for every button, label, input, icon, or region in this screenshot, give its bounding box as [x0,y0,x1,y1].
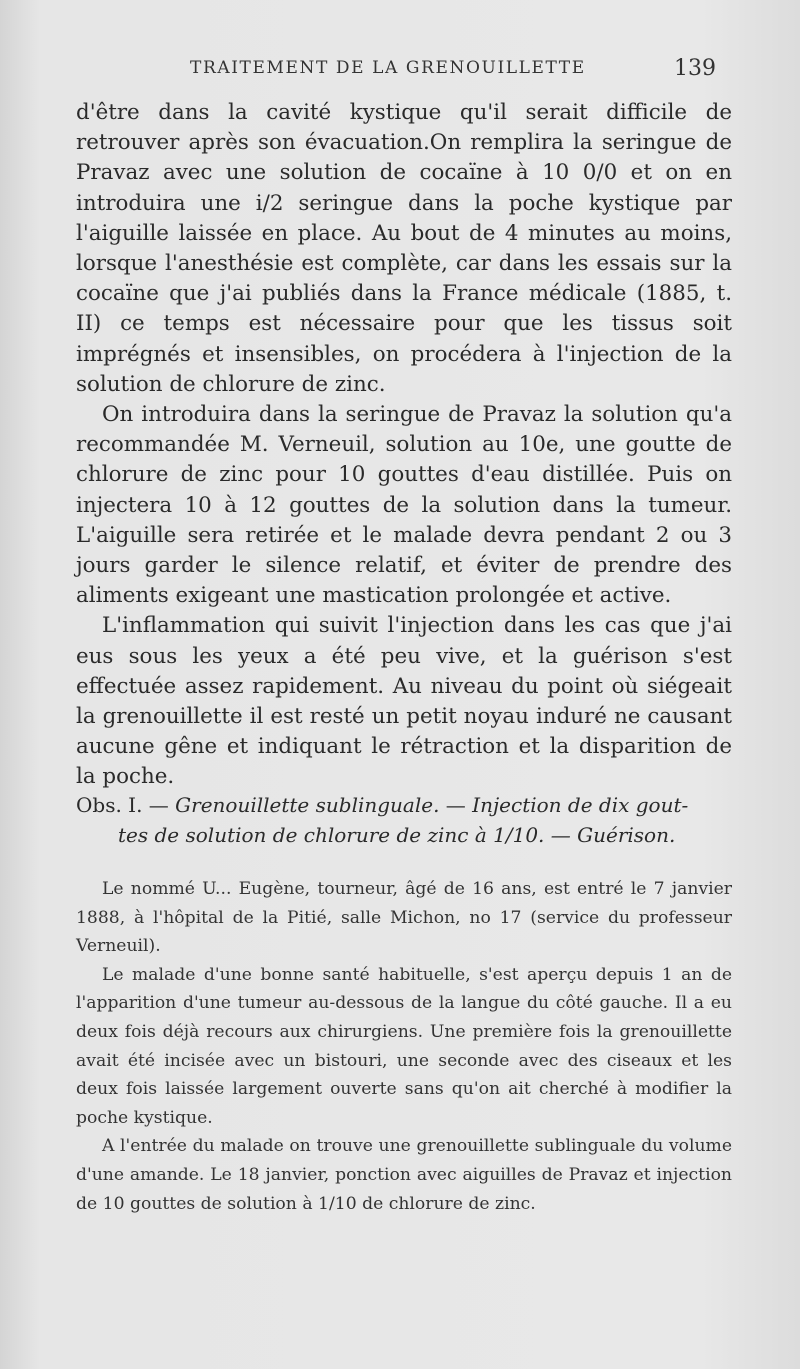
case-paragraph-3: A l'entrée du malade on trouve une grenouillette sublinguale du volume d'une amande. Le 18 janvier, ponction avec aiguilles de Pravaz et injection de 10 gouttes de solution à 1/10 de chlorure de zinc. [76,1136,732,1214]
observation-heading [76,790,732,850]
paragraph-1: d'être dans la cavité kystique qu'il serait difficile de retrouver après son évacuation.On remplira la seringue de Pravaz avec une solution de cocaïne à 10 0/0 et on en introduira une i/2 seringue dans la poche kystique par l'aiguille laissée en place. Au bout de 4 minutes au moins, lorsque l'anesthésie est complète, car dans les essais sur la cocaïne que j'ai publiés dans la France médicale (1885, t. II) ce temps est nécessaire pour que les tissus soit imprégnés et insensibles, on procédera à l'injection de la solution de chlorure de zinc. [76,100,732,397]
observation-title-c: tes de solution de chlorure de zinc à 1/10. — Guérison. [118,823,676,847]
observation-title-a: Grenouillette sublinguale. [175,793,440,817]
dash: — [142,793,176,817]
dash: — [439,793,473,817]
observation-heading-line-2 [76,820,732,850]
main-text [76,98,732,793]
paragraph-3: L'inflammation qui suivit l'injection dans les cas que j'ai eus sous les yeux a été peu vive, et la guérison s'est effectuée assez rapidement. Au niveau du point où siégeait la grenouillette il est resté un petit noyau induré ne causant aucune gêne et indiquant le rétraction et la disparition de la poche. [76,613,732,790]
running-title: TRAITEMENT DE LA GRENOUILLETTE [190,58,586,78]
observation-label: Obs. I. [76,793,143,817]
page-header [0,58,800,88]
paragraph-2: On introduira dans la seringue de Pravaz la solution qu'a recommandée M. Verneuil, solution au 10e, une goutte de chlorure de zinc pour 10 gouttes d'eau distillée. Puis on injectera 10 à 12 gouttes de la solution dans la tumeur. L'aiguille sera retirée et le malade devra pendant 2 ou 3 jours garder le silence relatif, et éviter de prendre des aliments exigeant une mastication prolongée et active. [76,402,732,609]
case-report [76,875,732,1218]
observation-heading-line-1 [76,790,732,820]
page-number: 139 [674,56,716,81]
case-paragraph-1: Le nommé U... Eugène, tourneur, âgé de 16 ans, est entré le 7 janvier 1888, à l'hôpital de la Pitié, salle Michon, no 17 (service du professeur Verneuil). [76,879,732,957]
case-paragraph-2: Le malade d'une bonne santé habituelle, s'est aperçu depuis 1 an de l'apparition d'une tumeur au-dessous de la langue du côté gauche. Il a eu deux fois déjà recours aux chirurgiens. Une première fois la grenouillette avait été incisée avec un bistouri, une seconde avec des ciseaux et les deux fois laissée largement ouverte sans qu'on ait cherché à modifier la poche kystique. [76,964,732,1128]
observation-title-b: Injection de dix gout- [472,793,689,817]
